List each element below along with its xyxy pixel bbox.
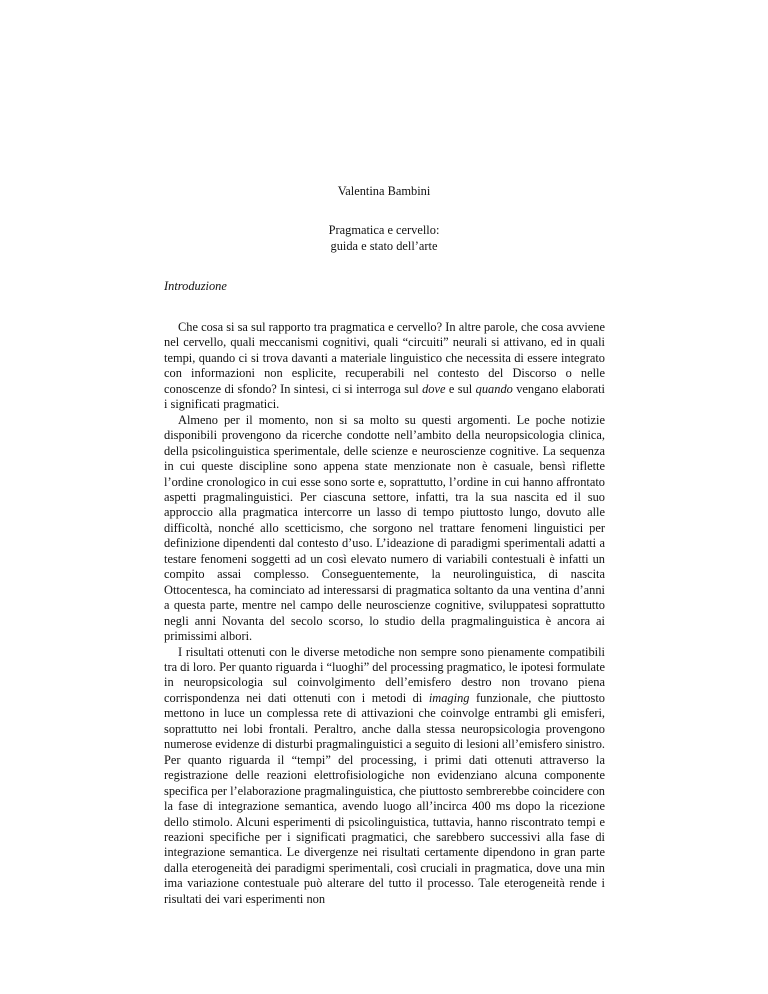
body-text [164, 320, 605, 907]
title-line-2: guida e stato dell’arte [330, 239, 438, 253]
paragraph-3 [164, 645, 605, 908]
paragraph-1 [164, 320, 605, 413]
paragraph-2: Almeno per il momento, non si sa molto su questi argomenti. Le poche notizie disponibili provengono da ricerche condotte nell’ambito della neuropsicologia clinica, della psicolinguistica sperimentale, delle scienze e neuroscienze cognitive. La sequenza in cui queste discipline sono appena state menzionate non è casuale, bensì riflette l’ordine cronologico in cui esse sono sorte e, soprattutto, l’ordine in cui hanno affrontato aspetti pragmalinguistici. Per ciascuna settore, infatti, tra la sua nascita ed il suo approccio alla pragmatica intercorre un lasso di tempo piuttosto lungo, dovuto alle difficoltà, nonché allo scetticismo, che sorgono nel trattare fenomeni linguistici per definizione dipendenti dal contesto d’uso. L’ideazione di paradigmi sperimentali adatti a testare fenomeni soggetti ad un così elevato numero di variabili contestuali è infatti un compito assai complesso. Conseguentemente, la neurolinguistica, di nascita Ottocentesca, ha cominciato ad interessarsi di pragmatica soltanto da una ventina d’anni a questa parte, mentre nel campo delle neuroscienze cognitive, sviluppatesi soprattutto negli anni Novanta del secolo scorso, lo studio della pragmalinguistica è ancora ai primissimi albori. [164, 412, 605, 644]
emphasis-imaging: imaging [428, 690, 470, 705]
emphasis-quando: quando [475, 381, 513, 396]
paragraph-1-text-c: vengano elaborati i significati pragmatici. [164, 381, 605, 412]
section-heading: Introduzione [164, 279, 227, 293]
paragraph-3-text-b: funzionale, che piuttosto mettono in luce un complessa rete di attivazioni che coinvolge entrambi gli emisferi, soprattutto nei lobi frontali. Peraltro, anche dalla stessa neuropsicologia provengono numerose evidenze di disturbi pragmalinguistici a seguito di lesioni all’emisfero sinistro. Per quanto riguarda il “tempi” del processing, i primi dati ottenuti attraverso la registrazione delle reazioni elettrofisiologiche non evidenziano alcuna componente specifica per l’elaborazione pragmalinguistica, che piuttosto sembrerebbe coincidere con la fase di integrazione semantica, avendo luogo all’incirca 400 ms dopo la ricezione dello stimolo. Alcuni esperimenti di psicolinguistica, tuttavia, hanno riscontrato tempi e reazioni specifiche per i significati pragmatici, che sarebbero successivi alla fase di integrazione semantica. Le divergenze nei risultati certamente dipendono in gran parte dalla eterogeneità dei paradigmi sperimentali, così cruciali in pragmatica, dove una min ima variazione contestuale può alterare del tutto il processo. Tale eterogeneità rende i risultati dei vari esperimenti non [164, 690, 606, 906]
emphasis-dove: dove [422, 381, 446, 396]
author-name: Valentina Bambini [337, 184, 431, 198]
article-title [0, 222, 768, 254]
title-line-1: Pragmatica e cervello: [328, 223, 440, 237]
paragraph-3-text-a: I risultati ottenuti con le diverse metodiche non sempre sono pienamente compatibili tra di loro. Per quanto riguarda i “luoghi” del processing pragmatico, le ipotesi formulate in neuropsicologia sul coinvolgimento dell’emisfero destro non trovano piena corrispondenza nei dati ottenuti con i metodi di [164, 644, 605, 705]
paragraph-1-text-a: Che cosa si sa sul rapporto tra pragmatica e cervello? In altre parole, che cosa avviene nel cervello, quali meccanismi cognitivi, quali “circuiti” neurali si attivano, ed in quali tempi, quando ci si trova davanti a materiale linguistico che necessita di essere integrato con informazioni non esplicite, recuperabili nel contesto del Discorso o nelle conoscenze di sfondo? In sintesi, ci si interroga sul [164, 320, 605, 396]
paragraph-1-text-b: e sul [448, 381, 473, 396]
